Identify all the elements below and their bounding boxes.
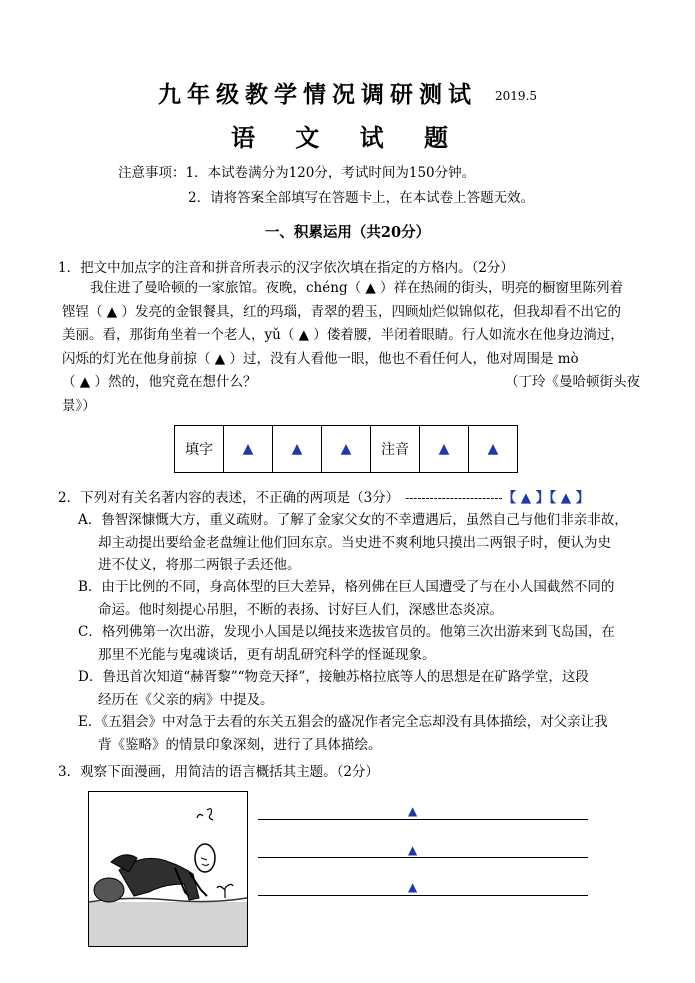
option-line: B．由于比例的不同，身高体型的巨大差异，格列佛在巨人国遭受了与在小人国截然不同的: [78, 579, 615, 595]
passage-source: （丁玲《曼哈顿街头夜: [505, 374, 640, 391]
question-2-dashes: ------------------------: [405, 491, 503, 505]
question-1-passage: [62, 277, 640, 419]
exam-title: [0, 76, 695, 109]
cartoon-image: [88, 791, 248, 947]
cartoon-head: [195, 844, 215, 872]
option-line: A．鲁智深慷慨大方，重义疏财。了解了金家父女的不幸遭遇后，虽然自己与他们非亲非故，: [78, 512, 628, 528]
exam-subject: 语 文 试 题: [230, 123, 465, 152]
passage-last-line: （ ▲ ）然的，他究竟在想什么？: [62, 374, 257, 391]
section-title: 一、积累运用（共20分）: [264, 224, 431, 241]
option-line: 那里不光能与鬼魂谈话，更有胡乱研究科学的怪诞现象。: [98, 646, 436, 663]
answer-cell[interactable]: ▲: [420, 426, 469, 473]
question-3-stem: 3．观察下面漫画，用简洁的语言概括其主题。（2分）: [58, 764, 379, 780]
notice-item-1: 1．本试卷满分为120分，考试时间为150分钟。: [185, 165, 476, 181]
passage-line: 铿锃（ ▲ ）发亮的金银餐具，红的玛瑙，青翠的碧玉，四顾灿烂似锦似花，但我却看不出它的: [62, 303, 621, 320]
answer-cell[interactable]: ▲: [224, 426, 273, 473]
option-line: 却主动提出要给金老盘缠让他们回东京。当史进不爽利地只摸出二两银子时，便认为史: [98, 534, 611, 551]
answer-cell[interactable]: ▲: [273, 426, 322, 473]
notice-label: 注意事项：: [118, 165, 186, 181]
option-d: [78, 666, 638, 711]
passage-line: 美丽。看，那街角坐着一个老人，yǔ（ ▲ ）偻着腰，半闭着眼睛。行人如流水在他身边淌过，: [62, 327, 624, 344]
exam-title-text: 九年级教学情况调研测试: [158, 81, 477, 108]
option-line: 经历在《父亲的病》中提及。: [98, 691, 274, 708]
option-e: [78, 711, 638, 756]
passage-line: [62, 371, 640, 395]
question-1-stem: 1．把文中加点字的注音和拼音所表示的汉字依次填在指定的方格内。（2分）: [58, 260, 514, 276]
option-line: E．《五猖会》中对急于去看的东关五猖会的盛况作者完全忘却没有具体描绘，对父亲让我: [78, 714, 608, 730]
option-line: C．格列佛第一次出游，发现小人国是以绳技来选拔官员的。他第三次出游来到飞岛国，在: [78, 624, 615, 640]
answer-line[interactable]: [258, 857, 588, 858]
answer-table: [174, 425, 518, 473]
option-a: [78, 509, 638, 577]
question-2-stem-line: [58, 486, 589, 506]
question-2-stem: 2．下列对有关名著内容的表述，不正确的两项是（3分）: [58, 490, 400, 506]
exam-date: 2019.5: [495, 89, 537, 103]
cartoon-sprout: [217, 884, 233, 898]
option-line: 进不仗义，将那二两银子丢还他。: [98, 557, 301, 573]
answer-mark: ▲: [408, 804, 418, 818]
table-label-pinyin: 注音: [371, 426, 420, 473]
option-b: [78, 576, 638, 621]
cartoon-drawing: [89, 792, 247, 946]
answer-cell[interactable]: ▲: [469, 426, 518, 473]
answer-mark: ▲: [408, 843, 418, 857]
cartoon-rock: [94, 878, 124, 902]
table-label-fill: 填字: [175, 426, 224, 473]
passage-line: 我住进了曼哈顿的一家旅馆。夜晚，chéng（ ▲ ）祥在热闹的街头，明亮的橱窗里陈列着: [90, 280, 624, 296]
cartoon-ground: [89, 902, 247, 946]
option-c: [78, 621, 638, 666]
option-line: 背《鉴略》的情景印象深刻，进行了具体描绘。: [98, 736, 382, 753]
answer-mark: ▲: [408, 880, 418, 894]
notice-line-1: [118, 161, 475, 181]
answer-cell[interactable]: ▲: [322, 426, 371, 473]
option-line: 命运。他时刻提心吊胆，不断的表扬、讨好巨人们，深感世态炎凉。: [98, 601, 503, 618]
answer-line[interactable]: [258, 819, 588, 820]
passage-line: 闪烁的灯光在他身前掠（ ▲ ）过，没有人看他一眼，他也不看任何人，他对周围是 mò: [62, 350, 579, 367]
answer-line[interactable]: [258, 895, 588, 896]
notice-item-2: 2．请将答案全部填写在答题卡上，在本试卷上答题无效。: [188, 190, 535, 206]
question-2-answer[interactable]: 【 ▲ 】【 ▲ 】: [502, 490, 590, 506]
option-line: D．鲁迅首次知道“赫胥黎”“物竞天择”，接触苏格拉底等人的思想是在矿路学堂，这段: [78, 669, 589, 685]
cartoon-thought-marks: [197, 809, 213, 820]
passage-source-end: 景》）: [62, 397, 96, 414]
